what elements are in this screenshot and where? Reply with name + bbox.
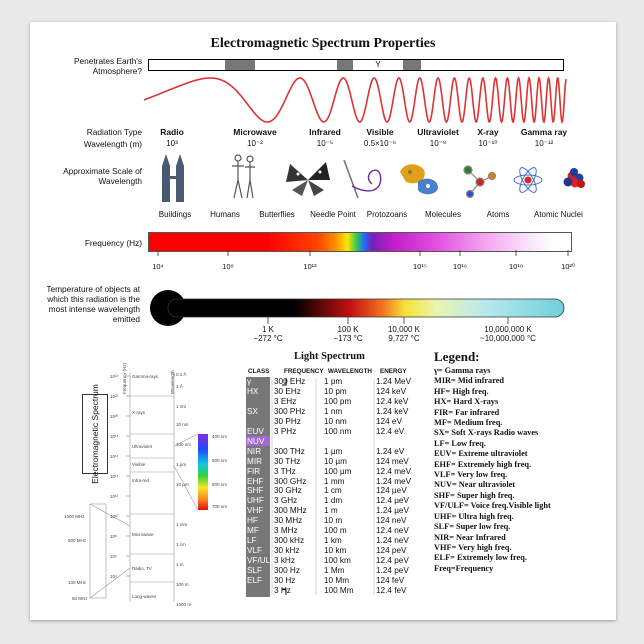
visible-tick: 600 nm <box>212 482 228 487</box>
freq-tick: 10¹⁰ <box>110 514 119 519</box>
header-energy: ENERGY <box>380 368 407 375</box>
wave-tick: 0.1 Å <box>176 372 187 377</box>
wave-tick: 10 nm <box>176 422 189 427</box>
frequency-cell: 30 MHz <box>274 516 303 526</box>
wavelength-cell: 1 Mm <box>324 566 345 576</box>
molecules-icon <box>464 166 496 198</box>
pen-segment: Y <box>184 60 190 69</box>
wave-tick: 10 µm <box>176 482 189 487</box>
freq-tick: 10⁴ <box>110 574 117 579</box>
temp-1k: 1 K −272 °C <box>253 325 283 343</box>
wl-visible: 0.5×10⁻⁶ <box>363 139 397 148</box>
type-radio: Radio <box>160 127 184 137</box>
wave-tick: 1 m <box>176 562 184 567</box>
energy-cell: 12.4 meV <box>376 466 412 476</box>
class-cell: SLF <box>247 566 263 576</box>
frequency-cell: 3 Hz <box>274 585 291 595</box>
class-cell: NUV <box>247 436 265 446</box>
scale-humans: Humans <box>210 210 240 219</box>
wavelength-cell: 100 m <box>324 526 347 536</box>
class-cell: NIR <box>247 446 262 456</box>
visible-tick: 400 nm <box>212 434 228 439</box>
freq-tick: 10¹² <box>303 262 317 271</box>
band-visible: Visible <box>132 462 146 467</box>
table-row <box>246 387 446 397</box>
table-row <box>246 377 446 387</box>
table-row <box>246 397 446 407</box>
class-cell: UHF <box>247 496 264 506</box>
protozoans-icon <box>400 164 438 194</box>
wavelength-cell: 10 m <box>324 516 343 526</box>
penetrates-label: Penetrates Earth's Atmosphere? <box>74 56 142 76</box>
frequency-cell: 30 kHz <box>274 546 300 556</box>
table-row <box>246 437 446 447</box>
frequency-cell: 3 PHz <box>274 426 297 436</box>
freq-tick: 10⁴ <box>152 262 164 271</box>
table-row <box>246 486 446 496</box>
side-freq: 50 MHz <box>72 596 88 601</box>
energy-cell: 1.24 neV <box>376 536 409 546</box>
scale-protozoans: Protozoans <box>366 210 408 219</box>
visible-strip <box>198 434 208 510</box>
frequency-cell: 30 THz <box>274 456 301 466</box>
band-radio: Radio, TV <box>132 566 152 571</box>
light-spectrum-table <box>246 377 446 599</box>
wavelength-cell: 10 Mm <box>324 576 350 585</box>
table-row <box>246 526 446 536</box>
legend-item: VHF= Very high freq. <box>434 542 512 552</box>
legend-item: UHF= Ultra high freq. <box>434 511 514 521</box>
atom-icon <box>514 165 542 194</box>
temp-10000k: 10,000 K 9,727 °C <box>387 325 421 343</box>
header-class: CLASS <box>248 368 270 375</box>
freq-tick: 10²² <box>110 394 119 399</box>
pen-segment <box>337 60 353 70</box>
wl-infrared: 10⁻⁵ <box>316 139 334 148</box>
class-cell: SHF <box>247 486 264 496</box>
legend-item: VLF= Very low freq. <box>434 470 508 480</box>
temperature-label: Temperature of objects at which this radiation is the most intense wavelength emitted <box>46 284 140 324</box>
class-cell: VLF <box>247 546 263 556</box>
wavelength-cell: 1 km <box>324 536 342 546</box>
energy-cell: 124 meV <box>376 456 409 466</box>
wavelength-cell: 1 µm <box>324 446 343 456</box>
freq-tick: 10¹⁶ <box>453 262 467 271</box>
frequency-label: Frequency (Hz) <box>84 238 142 248</box>
class-cell: MF <box>247 526 259 536</box>
wavelength-cell: 10 km <box>324 546 347 556</box>
frequency-cell: 300 kHz <box>274 536 305 546</box>
wavelength-cell: 1 pm <box>324 377 343 386</box>
needle-icon <box>344 160 381 198</box>
legend-item: HX= Hard X-rays <box>434 397 499 407</box>
wavelength-label: Wavelength (m) <box>83 139 142 149</box>
freq-tick: 10⁸ <box>110 534 117 539</box>
table-row <box>246 447 446 457</box>
wavelength-cell: 10 µm <box>324 456 347 466</box>
frequency-cell: 30 Hz <box>274 576 296 585</box>
energy-cell: 124 keV <box>376 386 407 396</box>
frequency-cell: 3 MHz <box>274 526 298 536</box>
wavelength-cell: 1 dm <box>324 496 343 506</box>
frequency-cell: 3 THz <box>274 466 296 476</box>
frequency-cell: 30 GHz <box>274 486 302 496</box>
type-gamma: Gamma ray <box>520 127 568 137</box>
wave-tick: 1 Å <box>176 384 183 389</box>
energy-cell: 12.4 µeV <box>376 496 409 506</box>
pen-segment: N <box>489 60 495 69</box>
legend-item: HF= High freq. <box>434 386 489 396</box>
wave-tick: 1 nm <box>176 404 187 409</box>
side-freq: 1000 MHz <box>64 514 85 519</box>
frequency-cell: 3 GHz <box>274 496 298 506</box>
table-row <box>246 536 446 546</box>
side-freq: 500 MHz <box>68 538 87 543</box>
freq-tick: 10²⁴ <box>110 374 119 379</box>
class-cell: HX <box>247 386 259 396</box>
legend-item: SX= Soft X-rays Radio waves <box>434 428 539 438</box>
table-row <box>246 566 446 576</box>
axis-wave-label: Wavelength <box>170 370 175 394</box>
table-row <box>246 407 446 417</box>
scale-atoms: Atoms <box>486 210 510 219</box>
frequency-cell: 300 PHz <box>274 406 306 416</box>
wave-tick: 1 cm <box>176 542 186 547</box>
band-ir: Infra-red <box>132 478 150 483</box>
class-cell: ELF <box>247 576 263 585</box>
legend-item: FIR= Far infrared <box>434 407 500 417</box>
poster-title: Electromagnetic Spectrum Properties <box>210 36 436 51</box>
spectrum-chart <box>30 354 250 616</box>
legend-title: Legend: <box>434 349 480 364</box>
energy-cell: 12.4 peV <box>376 556 409 566</box>
frequency-cell: 300 THz <box>274 446 305 456</box>
energy-cell: 12.4 eV <box>376 426 405 436</box>
frequency-cell: 3 kHz <box>274 556 295 566</box>
legend-item: ELF= Extremely low freq. <box>434 553 527 563</box>
table-row <box>246 576 446 586</box>
energy-cell: 1.24 keV <box>376 406 409 416</box>
legend-item: EUV= Extreme ultraviolet <box>434 449 528 459</box>
butterfly-icon <box>286 162 330 196</box>
table-row <box>246 417 446 427</box>
band-xray: X-rays <box>132 410 146 415</box>
wave-tick: 1 mm <box>176 522 188 527</box>
legend-item: NIR= Near Infrared <box>434 532 506 542</box>
energy-cell: 1.24 meV <box>376 476 412 486</box>
side-freq: 100 MHz <box>68 580 87 585</box>
energy-cell: 1.24 peV <box>376 566 409 576</box>
table-row <box>246 457 446 467</box>
buildings-icon <box>162 154 184 202</box>
scale-buildings: Buildings <box>158 210 192 219</box>
energy-cell: 1.24 eV <box>376 446 405 456</box>
wavelength-cell: 100 Mm <box>324 585 354 595</box>
wavelength-cell: 10 pm <box>324 386 347 396</box>
pen-segment: N <box>293 60 299 69</box>
light-spectrum-title: Light Spectrum <box>294 351 365 362</box>
class-cell: EHF <box>247 476 264 486</box>
wl-radio: 10³ <box>166 139 178 148</box>
class-cell: γ <box>247 377 252 386</box>
axis-freq-label: Frequency (Hz) <box>122 362 127 394</box>
wavelength-cell: 100 µm <box>324 466 352 476</box>
wave-tick: 100 m <box>176 582 189 587</box>
wavelength-cell: 10 nm <box>324 416 347 426</box>
spectrum-title: Electromagnetic Spectrum <box>90 384 100 484</box>
energy-cell: 124 µeV <box>376 486 407 496</box>
table-row <box>246 506 446 516</box>
band-uv: Ultraviolet <box>132 444 153 449</box>
header-frequency: FREQUENCY <box>284 368 324 375</box>
table-row <box>246 556 446 566</box>
wl-xray: 10⁻¹⁰ <box>478 139 498 148</box>
freq-tick: 10¹² <box>110 494 119 499</box>
class-cell: VHF <box>247 506 264 516</box>
frequency-cell: 300 Hz <box>274 566 300 576</box>
wavelength-cell: 100 nm <box>324 426 352 436</box>
freq-tick: 10⁶ <box>110 554 117 559</box>
legend-item: MIR= Mid infrared <box>434 376 505 386</box>
frequency-cell: 3 EHz <box>274 396 297 406</box>
energy-cell: 12.4 feV <box>376 585 407 595</box>
thermometer <box>148 286 568 330</box>
frequency-ticks <box>148 232 572 260</box>
poster <box>30 22 616 620</box>
class-cell: FIR <box>247 466 261 476</box>
scale-illustrations <box>148 150 588 204</box>
wave-tick: 1 µm <box>176 462 187 467</box>
legend-item: EHF= Extremely high freq. <box>434 459 532 469</box>
energy-cell: 12.4 keV <box>376 396 409 406</box>
freq-tick: 10¹⁴ <box>110 474 119 479</box>
class-cell: HF <box>247 516 258 526</box>
wavelength-cell: 1 nm <box>324 406 343 416</box>
legend-item: SLF= Super low freq. <box>434 522 511 532</box>
wave-tick: 100 nm <box>176 442 192 447</box>
legend-item: γ= Gamma rays <box>434 366 491 375</box>
energy-cell: 124 peV <box>376 546 407 556</box>
type-infrared: Infrared <box>309 127 341 137</box>
table-row <box>246 427 446 437</box>
wavelength-cell: 100 pm <box>324 396 352 406</box>
temp-10000000k: 10,000,000 K ~10,000,000 °C <box>480 325 536 343</box>
scale-needle-point: Needle Point <box>310 210 356 219</box>
class-cell: LF <box>247 536 257 546</box>
wave-graphic <box>140 74 570 126</box>
wavelength-cell: 1 m <box>324 506 338 516</box>
freq-tick: 10⁸ <box>222 262 234 271</box>
nucleus-icon <box>564 168 586 188</box>
energy-cell: 12.4 neV <box>376 526 409 536</box>
wl-ultraviolet: 10⁻⁸ <box>429 139 447 148</box>
type-visible: Visible <box>366 127 394 137</box>
legend-item: SHF= Super high freq. <box>434 490 515 500</box>
freq-tick: 10¹⁸ <box>508 262 523 271</box>
approx-scale-label: Approximate Scale of Wavelength <box>63 166 142 186</box>
freq-tick: 10¹⁸ <box>110 434 119 439</box>
energy-cell: 124 eV <box>376 416 402 426</box>
wl-microwave: 10⁻² <box>247 139 263 148</box>
humans-icon <box>232 155 255 198</box>
table-row <box>246 467 446 477</box>
band-microwave: Microwave <box>132 532 154 537</box>
penetration-bar <box>148 59 564 71</box>
pen-segment: Y <box>353 60 403 70</box>
type-microwave: Microwave <box>233 127 277 137</box>
header-wavelength: WAVELENGTH <box>328 368 372 375</box>
legend-item: LF= Low freq. <box>434 438 486 448</box>
frequency-cell: 300 GHz <box>274 476 307 486</box>
frequency-cell: 30 EHz <box>274 386 301 396</box>
temp-100k: 100 K −173 °C <box>333 325 363 343</box>
table-row <box>246 546 446 556</box>
radiation-type-label: Radiation Type <box>86 127 142 137</box>
wl-gamma: 10⁻¹² <box>534 139 554 148</box>
class-cell: EUV <box>247 426 264 436</box>
freq-tick: 10²⁰ <box>110 414 119 419</box>
legend-item: VF/ULF= Voice freq.Visible light <box>434 501 551 511</box>
frequency-cell: 300 EHz <box>274 377 306 386</box>
type-ultraviolet: Ultraviolet <box>417 127 459 137</box>
freq-tick: 10¹⁶ <box>110 454 119 459</box>
band-longwaves: Long-waves <box>132 594 157 599</box>
energy-cell: 1.24 µeV <box>376 506 409 516</box>
wave-tick: 1000 m <box>176 602 192 607</box>
energy-cell: 124 feV <box>376 576 405 585</box>
legend-item: Freq=Frequency <box>434 563 494 573</box>
table-row <box>246 477 446 487</box>
legend-item: NUV= Near ultraviolet <box>434 480 516 490</box>
table-row <box>246 516 446 526</box>
type-xray: X-ray <box>477 127 499 137</box>
energy-cell: 124 neV <box>376 516 407 526</box>
scale-butterflies: Butterflies <box>259 210 295 219</box>
legend-item: MF= Medium freq. <box>434 418 503 428</box>
pen-segment <box>225 60 255 70</box>
class-cell: VF/ULF <box>247 556 276 566</box>
class-cell: SX <box>247 406 258 416</box>
class-cell: MIR <box>247 456 263 466</box>
band-gamma: Gamma-rays <box>132 374 159 379</box>
freq-tick: 10¹⁵ <box>413 262 427 271</box>
visible-tick: 700 nm <box>212 504 228 509</box>
frequency-cell: 30 PHz <box>274 416 301 426</box>
freq-tick: 10²⁰ <box>561 262 575 271</box>
energy-cell: 1.24 MeV <box>376 377 412 386</box>
wavelength-cell: 1 mm <box>324 476 345 486</box>
pen-segment <box>403 60 421 70</box>
scale-molecules: Molecules <box>424 210 461 219</box>
frequency-cell: 300 MHz <box>274 506 307 516</box>
visible-tick: 500 nm <box>212 458 228 463</box>
scale-atomic-nuclei: Atomic Nuclei <box>534 210 583 219</box>
wavelength-cell: 1 cm <box>324 486 342 496</box>
table-row <box>246 586 446 596</box>
wavelength-cell: 100 km <box>324 556 351 566</box>
table-row <box>246 496 446 506</box>
legend-list <box>434 366 614 574</box>
